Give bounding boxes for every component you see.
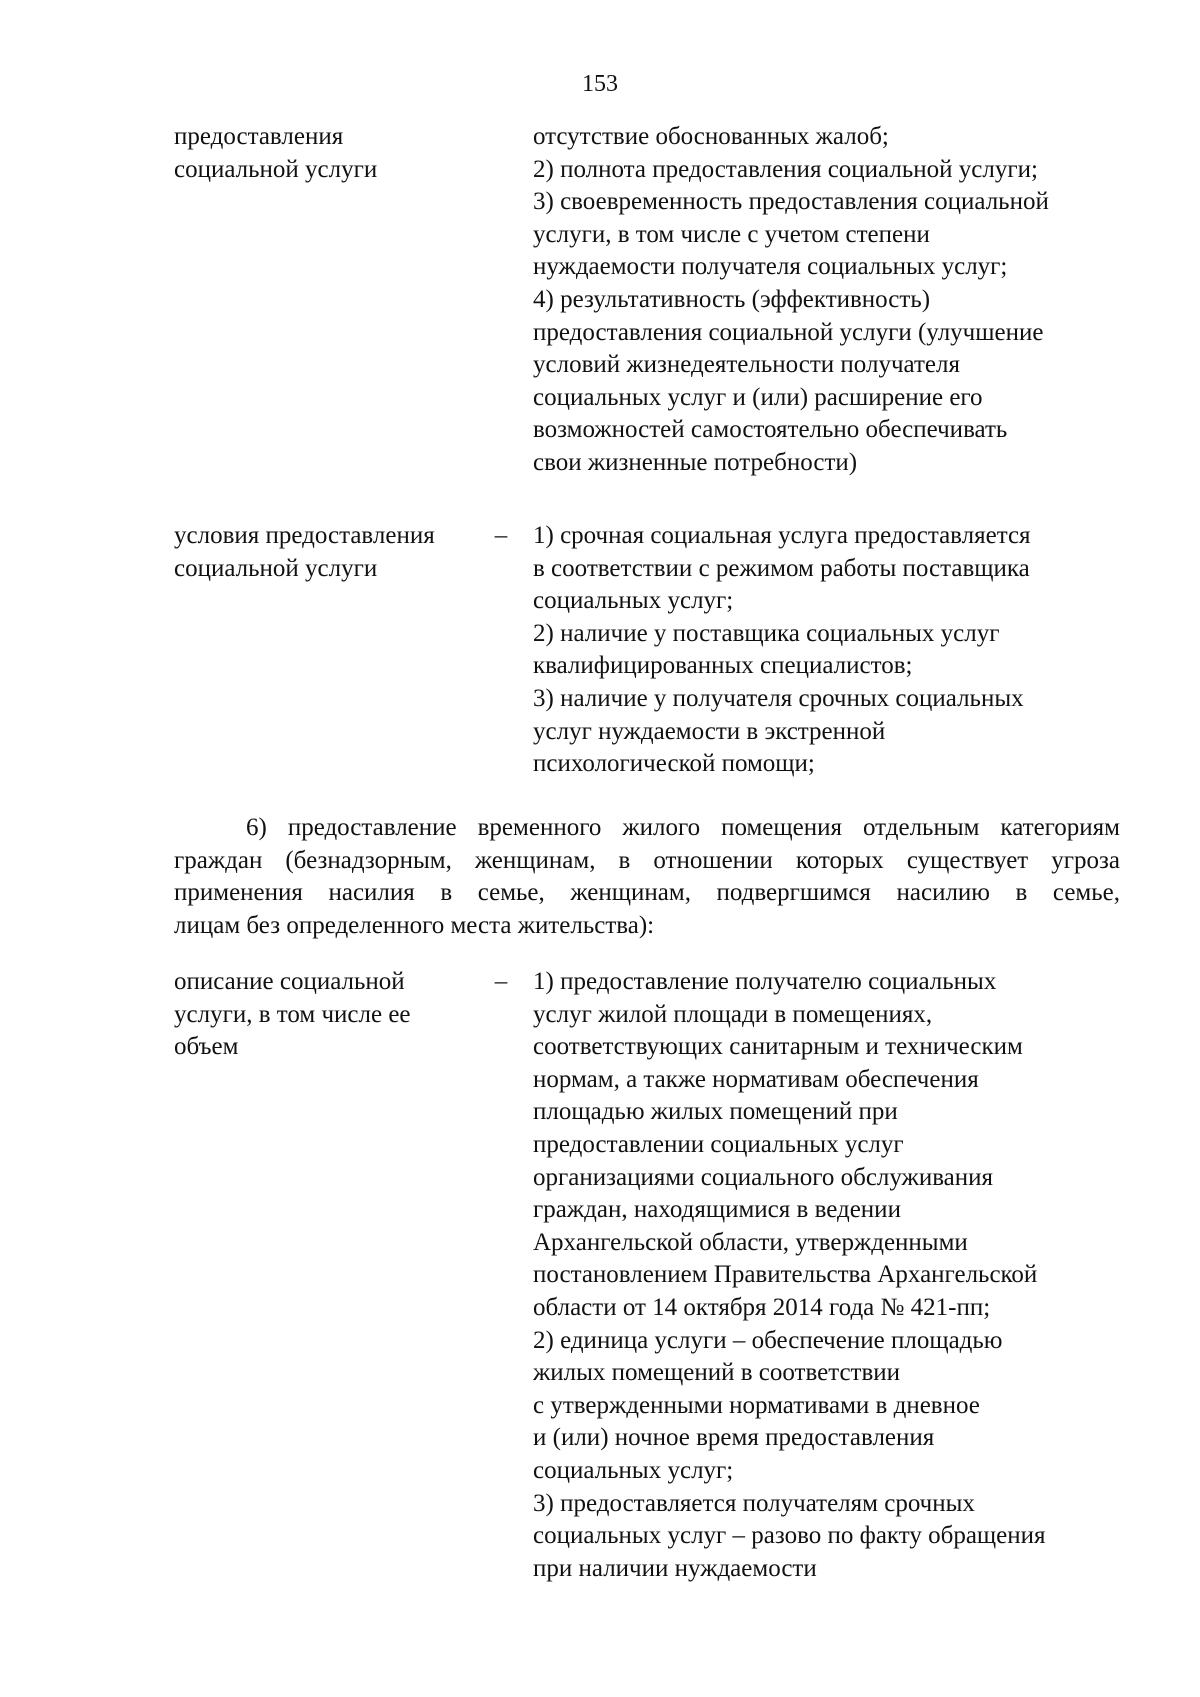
paragraph-line: 6) предоставление временного жилого помещения отдельным категориям <box>246 814 1120 841</box>
term-line: условия предоставления <box>174 522 435 549</box>
definition-line: 3) наличие у получателя срочных социальных <box>533 684 1024 712</box>
definition-line: жилых помещений в соответствии <box>533 1359 901 1387</box>
definition-line: отсутствие обоснованных жалоб; <box>533 123 889 150</box>
term-dash: – <box>494 522 508 549</box>
term-line: услуги, в том числе ее <box>174 1000 411 1028</box>
definition-line: и (или) ночное время предоставления <box>533 1424 935 1452</box>
definition-line: социальных услуг и (или) расширение его <box>533 383 983 411</box>
section-paragraph <box>174 812 1120 942</box>
definition-line: услуг жилой площади в помещениях, <box>533 1000 933 1028</box>
definition-line: возможностей самостоятельно обеспечивать <box>533 416 1008 444</box>
definition-line: Архангельской области, утвержденными <box>533 1228 968 1256</box>
definition-line: условий жизнедеятельности получателя <box>533 351 960 379</box>
definition-line: нуждаемости получателя социальных услуг; <box>533 253 1008 281</box>
definition-line: площадью жилых помещений при <box>533 1098 898 1126</box>
paragraph-line: граждан (безнадзорным, женщинам, в отношении которых существует угроза <box>174 846 1120 874</box>
definition-text <box>533 520 1133 781</box>
definition-line: квалифицированных специалистов; <box>533 652 913 680</box>
definition-line: предоставления социальной услуги (улучшение <box>533 318 1044 346</box>
definition-line: 2) наличие у поставщика социальных услуг <box>533 619 1000 647</box>
paragraph-line: применения насилия в семье, женщинам, подвергшимся насилию в семье, <box>174 879 1120 907</box>
definition-line: психологической помощи; <box>533 750 815 778</box>
term-line: объем <box>174 1033 239 1061</box>
definition-line: постановлением Правительства Архангельской <box>533 1261 1038 1289</box>
definition-line: услуг нуждаемости в экстренной <box>533 717 886 745</box>
definition-line: свои жизненные потребности) <box>533 448 858 476</box>
definition-line: в соответствии с режимом работы поставщика <box>533 554 1030 582</box>
definition-line: предоставлении социальных услуг <box>533 1130 904 1158</box>
definition-line: социальных услуг – разово по факту обращения <box>533 1522 1046 1550</box>
definition-line: 3) своевременность предоставления социальной <box>533 188 1049 216</box>
definition-line: 1) срочная социальная услуга предоставляется <box>533 522 1031 549</box>
term-label <box>174 520 474 585</box>
term-dash: – <box>494 968 508 995</box>
definition-line: с утвержденными нормативами в дневное <box>533 1391 980 1419</box>
definition-line: нормам, а также нормативам обеспечения <box>533 1065 979 1093</box>
definition-line: организациями социального обслуживания <box>533 1163 994 1191</box>
term-label <box>174 121 474 186</box>
definition-line: 2) полнота предоставления социальной услуги; <box>533 155 1038 183</box>
definition-line: социальных услуг; <box>533 1456 734 1484</box>
definition-line: 2) единица услуги – обеспечение площадью <box>533 1326 1003 1354</box>
definition-line: услуги, в том числе с учетом степени <box>533 220 930 248</box>
definition-line: граждан, находящимися в ведении <box>533 1196 901 1224</box>
definition-line: 1) предоставление получателю социальных <box>533 968 997 995</box>
definition-line: области от 14 октября 2014 года № 421-пп; <box>533 1293 991 1321</box>
definition-text <box>533 121 1133 480</box>
definition-line: 3) предоставляется получателям срочных <box>533 1489 975 1517</box>
definition-line: при наличии нуждаемости <box>533 1554 817 1582</box>
definition-line: соответствующих санитарным и техническим <box>533 1033 1023 1061</box>
definition-line: 4) результативность (эффективность) <box>533 285 931 313</box>
definition-line: социальных услуг; <box>533 587 734 615</box>
term-line: социальной услуги <box>174 155 378 183</box>
term-line: описание социальной <box>174 968 405 995</box>
term-line: социальной услуги <box>174 554 378 582</box>
term-line: предоставления <box>174 123 344 150</box>
definition-text <box>533 966 1133 1585</box>
term-label <box>174 966 474 1064</box>
paragraph-line: лицам без определенного места жительства): <box>174 911 655 939</box>
page-number: 153 <box>582 71 618 97</box>
